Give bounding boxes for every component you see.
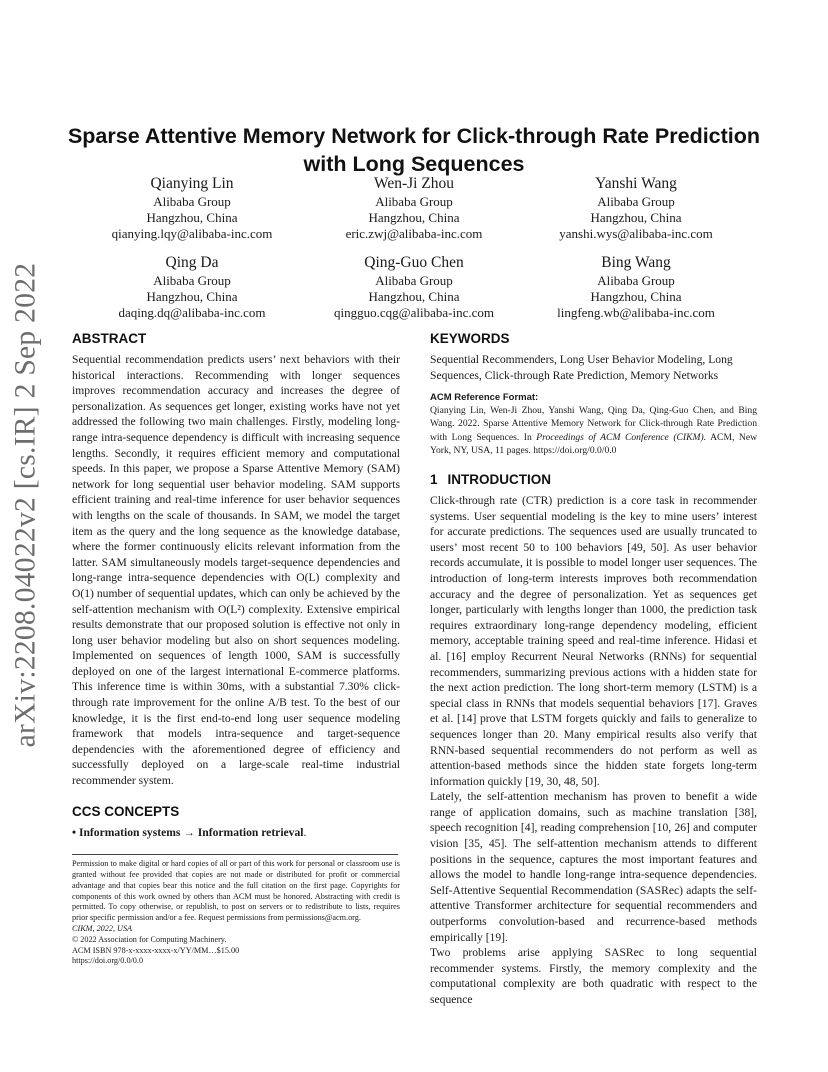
ccs-period: .	[303, 825, 307, 839]
ccs-concept: • Information systems → Information retrieval	[72, 825, 304, 839]
author-name: Wen-Ji Zhou	[373, 175, 455, 192]
introduction-heading	[430, 471, 757, 489]
author-org: Alibaba Group	[153, 273, 231, 288]
author-row-2	[0, 253, 828, 323]
author-row-1	[0, 174, 828, 244]
isbn-line: ACM ISBN 978-x-xxxx-xxxx-x/YY/MM…$15.00	[72, 945, 240, 955]
author-email: qingguo.cqg@alibaba-inc.com	[334, 305, 494, 320]
footnote-divider	[72, 854, 398, 855]
right-column	[430, 330, 757, 1008]
section-title: INTRODUCTION	[447, 472, 552, 487]
author-city: Hangzhou, China	[146, 210, 238, 225]
arxiv-id: arXiv:2208.04022v2 [cs.IR] 2 Sep 2022	[9, 262, 42, 748]
ccs-item	[72, 825, 400, 841]
author-email: daqing.dq@alibaba-inc.com	[118, 305, 266, 320]
abstract-text: Sequential recommendation predicts users’ next behaviors with their historical interactions. Recommending with longer sequences improves recommendation accuracy and increases the degree of personalization. As sequences get longer, existing works have not yet addressed the following two main challenges. Firstly, modeling long-range intra-sequence dependency is difficult with increasing sequence lengths. Secondly, it requires efficient memory and computational speeds. In this paper, we propose a Sparse Attentive Memory (SAM) network for long sequential user behavior modeling. SAM supports efficient training and real-time inference for user behavior sequences with lengths on the scale of thousands. In SAM, we model the target item as the query and the long sequence as the knowledge database, where the former continuously elicits relevant information from the latter. SAM simultaneously models target-sequence dependencies and long-range intra-sequence dependencies with O(L) complexity and O(1) number of sequential updates, which can only be achieved by the self-attention mechanism with O(L²) complexity. Extensive empirical results demonstrate that our proposed solution is effective not only in long user behavior modeling but also on short sequences modeling. Implemented on sequences of length 1000, SAM is successfully deployed on one of the largest international E-commerce platforms. This inference time is within 30ms, with a substantial 7.30% click-through rate improvement for the online A/B test. To the best of our knowledge, it is the first end-to-end long user sequence modeling framework that models intra-sequence and target-sequence dependencies with the aforementioned degree of efficiency and successfully deployed on a large-scale real-time industrial recommender system.	[72, 353, 400, 788]
author-name: Qianying Lin	[150, 175, 234, 192]
author-email: eric.zwj@alibaba-inc.com	[345, 226, 483, 241]
author-city: Hangzhou, China	[590, 210, 682, 225]
author-org: Alibaba Group	[597, 194, 675, 209]
doi-line: https://doi.org/0.0/0.0	[72, 956, 144, 966]
arxiv-stamp	[8, 262, 44, 748]
author-org: Alibaba Group	[597, 273, 675, 288]
author-name: Yanshi Wang	[595, 175, 677, 192]
acm-reference-main: Qianying Lin, Wen-Ji Zhou, Yanshi Wang, Qing Da, Qing-Guo Chen, and Bing Wang. 2022. Sparse Attentive Memory Network for Click-through Rate Prediction with Long Sequences. In	[430, 405, 757, 443]
ccs-heading: CCS CONCEPTS	[72, 803, 180, 819]
author-name: Qing Da	[165, 254, 219, 271]
author-city: Hangzhou, China	[368, 289, 460, 304]
acm-reference-heading: ACM Reference Format:	[430, 392, 539, 404]
author-city: Hangzhou, China	[590, 289, 682, 304]
author-block	[511, 174, 761, 242]
author-org: Alibaba Group	[375, 273, 453, 288]
acm-reference-tail: ACM, New York, NY, USA, 11 pages. https://doi.org/0.0/0.0	[430, 431, 758, 456]
section-number: 1	[430, 472, 438, 487]
acm-reference-venue: Proceedings of ACM Conference (CIKM).	[536, 431, 707, 443]
author-block	[289, 174, 539, 242]
author-block	[67, 174, 317, 242]
permission-notice: Permission to make digital or hard copies of all or part of this work for personal or classroom use is granted without fee provided that copies are not made or distributed for profit or commercial advantage and that copies bear this notice and the full citation on the first page. Copyrights for components of this work owned by others than ACM must be honored. Abstracting with credit is permitted. To copy otherwise, or republish, to post on servers or to redistribute to lists, requires prior specific permission and/or a fee. Request permissions from permissions@acm.org.	[72, 859, 400, 923]
paper-title: Sparse Attentive Memory Network for Click-through Rate Prediction with Long Sequences	[67, 124, 761, 177]
intro-paragraph: Click-through rate (CTR) prediction is a core task in recommender systems. User sequential modeling is the key to mine users’ interest for accurate predictions. The sequences used are usually truncated to users’ most recent 50 to 100 behaviors [49, 50]. As user behavior records accumulate, it is possible to model longer user sequences. The introduction of long-term interests improves both recommendation accuracy and the degree of personalization. Yet as sequences get longer, particularly with lengths longer than 1000, the prediction task requires extraordinary long-range dependency modeling, efficient memory, acceptable training speed and real-time inference. Hidasi et al. [16] employ Recurrent Neural Networks (RNNs) for sequential recommenders, summarizing previous actions with a hidden state for the next action prediction. The long short-term memory (LSTM) is a special class in RNNs that models sequential behaviors [17]. Graves et al. [14] prove that LSTM forgets quickly and fails to generalize to sequences longer than 20. Many empirical results also verify that RNN-based sequential recommenders do not perform as well as attention-based methods since the hidden state forgets long-term information quickly [19, 30, 48, 50].	[430, 494, 757, 788]
author-block	[67, 253, 317, 321]
author-city: Hangzhou, China	[368, 210, 460, 225]
author-email: lingfeng.wb@alibaba-inc.com	[557, 305, 715, 320]
intro-paragraph: Lately, the self-attention mechanism has proven to benefit a wide range of application domains, such as machine translation [38], speech recognition [4], reading comprehension [10, 26] and computer vision [35, 45]. The self-attention mechanism attends to different positions in the sequence, captures the most important features and allows the model to handle long-range intra-sequence dependencies. Self-Attentive Sequential Recommendation (SASRec) adapts the self-attentive Transformer architecture for sequential recommenders and outperforms convolution-based and recurrence-based methods empirically [19].	[430, 790, 757, 944]
abstract-heading: ABSTRACT	[72, 331, 147, 346]
copyright-line: © 2022 Association for Computing Machinery.	[72, 934, 227, 944]
keywords-text: Sequential Recommenders, Long User Behavior Modeling, Long Sequences, Click-through Rate Prediction, Memory Networks	[430, 353, 733, 382]
author-city: Hangzhou, China	[146, 289, 238, 304]
author-email: qianying.lqy@alibaba-inc.com	[111, 226, 273, 241]
acm-reference-text	[430, 404, 757, 457]
keywords-heading: KEYWORDS	[430, 331, 510, 346]
author-org: Alibaba Group	[153, 194, 231, 209]
author-block	[289, 253, 539, 321]
author-name: Bing Wang	[601, 254, 671, 271]
author-name: Qing-Guo Chen	[364, 254, 464, 271]
author-email: yanshi.wys@alibaba-inc.com	[559, 226, 713, 241]
left-column	[72, 330, 400, 967]
author-block	[511, 253, 761, 321]
venue-line: CIKM, 2022, USA	[72, 924, 133, 933]
intro-paragraph: Two problems arise applying SASRec to long sequential recommender systems. Firstly, the memory complexity and the computational complexity are both quadratic with respect to the sequence	[430, 946, 757, 1006]
author-org: Alibaba Group	[375, 194, 453, 209]
